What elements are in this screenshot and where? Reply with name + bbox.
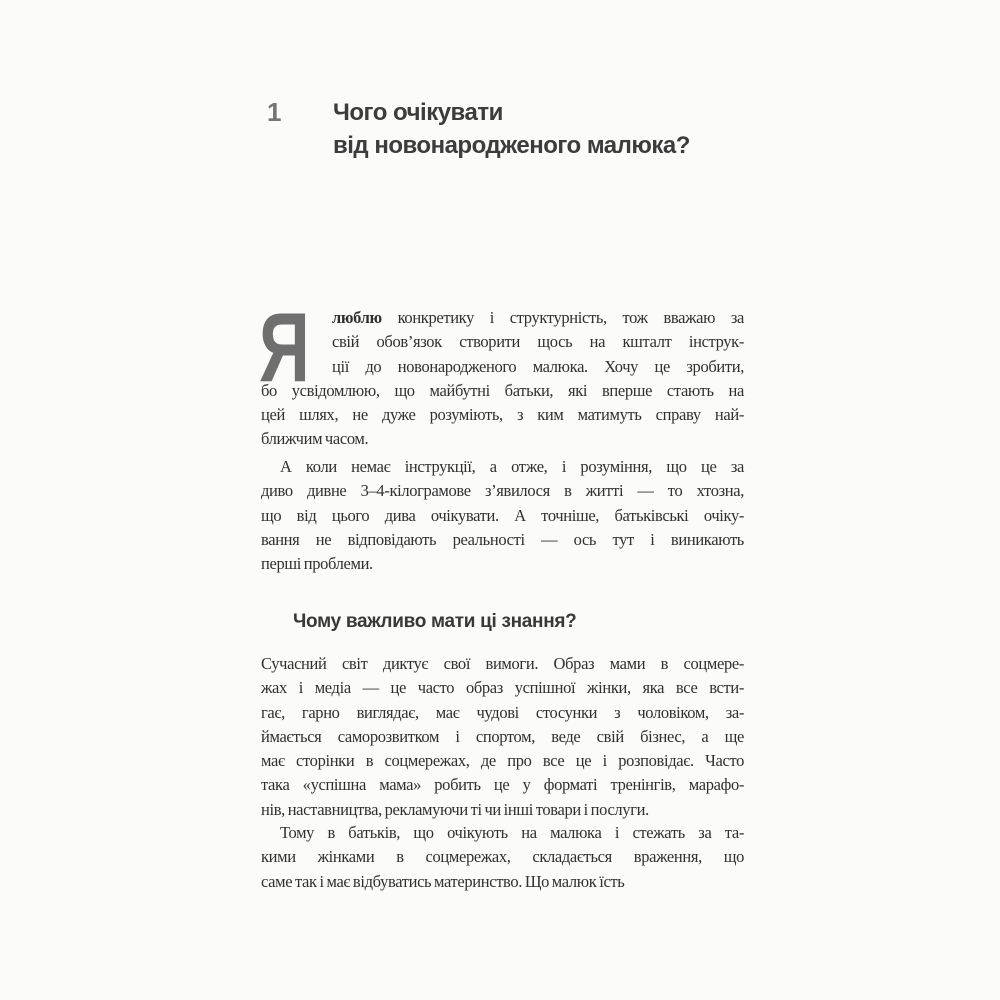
section-subheading: Чому важливо мати ці знання? bbox=[293, 611, 577, 632]
intro-paragraph-1 bbox=[259, 292, 744, 452]
text-line: нів, наставництва, рекламуючи ті чи інші товари і послуги. bbox=[261, 799, 649, 819]
text-line: перші проблеми. bbox=[261, 554, 373, 574]
chapter-title bbox=[333, 96, 690, 162]
chapter-title-line-2: від новонародженого малюка? bbox=[333, 132, 690, 159]
text-line: цей шлях, не дуже розуміють, з ким матимуть справу най- bbox=[261, 405, 744, 425]
text-line: ймається саморозвитком і спортом, веде свій бізнес, а ще bbox=[261, 726, 744, 746]
text-line: така «успішна мама» робить це у форматі тренінгів, марафо- bbox=[261, 775, 744, 795]
text-line: свій обов’язок створити щось на кшталт інструк- bbox=[332, 332, 744, 352]
text-line: кими жінками в соцмережах, складається враження, що bbox=[261, 847, 744, 867]
text-line: саме так і має відбуватись материнство. Що малюк їсть bbox=[261, 871, 625, 891]
text-line: А коли немає інструкції, а отже, і розуміння, що це за bbox=[280, 457, 744, 476]
text-line: ції до новонародженого малюка. Хочу це зробити, bbox=[332, 356, 744, 376]
chapter-number: 1 bbox=[267, 97, 281, 127]
section-paragraph-2 bbox=[261, 821, 744, 894]
text-line: ближчим часом. bbox=[261, 429, 369, 449]
text-line: диво дивне 3–4-кілограмове з’явилося в житті — то хтозна, bbox=[261, 481, 744, 501]
text-line: має сторінки в соцмережах, де про все це і розповідає. Часто bbox=[261, 751, 744, 771]
chapter-title-line-1: Чого очікувати bbox=[333, 99, 503, 126]
intro-paragraph-2 bbox=[261, 455, 744, 576]
lead-word: люблю bbox=[332, 308, 382, 327]
text-line: жах і медіа — це часто образ успішної жінки, яка все всти- bbox=[261, 678, 744, 698]
text-line: бо усвідомлюю, що майбутні батьки, які вперше стають на bbox=[261, 380, 744, 400]
text-line-rest: конкретику і структурність, тож вважаю за bbox=[381, 308, 744, 327]
text-line bbox=[332, 306, 744, 330]
text-line: гає, гарно виглядає, має чудові стосунки з чоловіком, за- bbox=[261, 702, 744, 722]
text-line: Тому в батьків, що очікують на малюка і стежать за та- bbox=[280, 823, 744, 842]
text-line: що від цього дива очікувати. А точніше, батьківські очіку- bbox=[261, 505, 744, 525]
text-line: вання не відповідають реальності — ось тут і виникають bbox=[261, 529, 744, 549]
text-line: Сучасний світ диктує свої вимоги. Образ мами в соцмере- bbox=[261, 654, 744, 673]
drop-cap: Я bbox=[259, 292, 310, 402]
section-paragraph-1 bbox=[261, 652, 744, 822]
